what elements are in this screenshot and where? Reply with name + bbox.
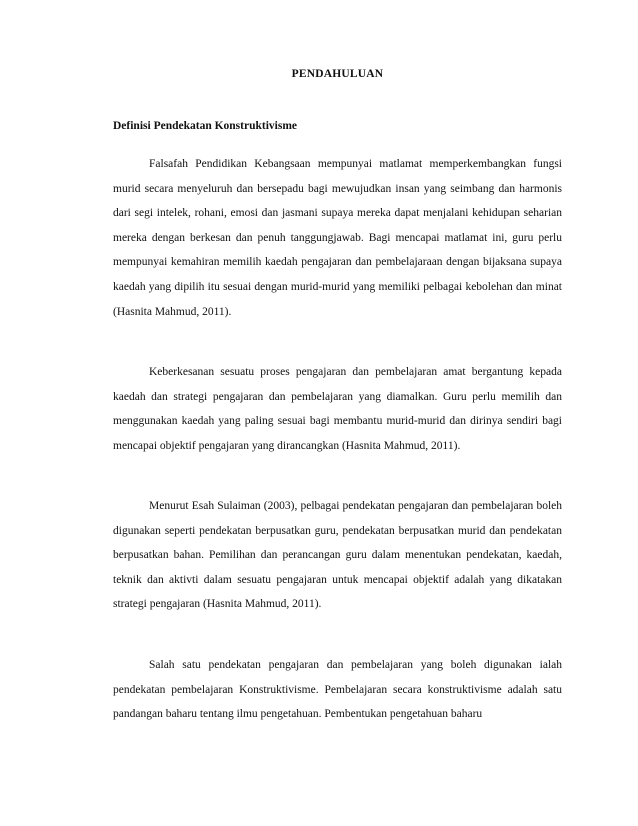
section-heading: Definisi Pendekatan Konstruktivisme bbox=[113, 120, 298, 132]
paragraph-3: Menurut Esah Sulaiman (2003), pelbagai pendekatan pengajaran dan pembelajaran boleh digunakan seperti pendekatan berpusatkan guru, pendekatan berpusatkan murid dan pendekatan berpusatkan bahan. Pemilihan dan perancangan guru dalam menentukan pendekatan, kaedah, teknik dan aktivti dalam sesuatu pengajaran untuk mencapai objektif adalah yang dikatakan strategi pengajaran (Hasnita Mahmud, 2011). bbox=[113, 500, 562, 611]
paragraph-1: Falsafah Pendidikan Kebangsaan mempunyai matlamat memperkembangkan fungsi murid secara menyeluruh dan bersepadu bagi mewujudkan insan yang seimbang dan harmonis dari segi intelek, rohani, emosi dan jasmani supaya mereka dapat menjalani kehidupan seharian mereka dengan berkesan dan penuh tanggungjawab. Bagi mencapai matlamat ini, guru perlu mempunyai kemahiran memilih kaedah pengajaran dan pembelajaraan dengan bijaksana supaya kaedah yang dipilih itu sesuai dengan murid-murid yang memiliki pelbagai kebolehan dan minat (Hasnita Mahmud, 2011). bbox=[113, 158, 562, 318]
page-title: PENDAHULUAN bbox=[291, 68, 384, 80]
paragraph-4: Salah satu pendekatan pengajaran dan pembelajaran yang boleh digunakan ialah pendekatan pembelajaran Konstruktivisme. Pembelajaran secara konstruktivisme adalah satu pandangan baharu tentang ilmu pengetahuan. Pembentukan pengetahuan baharu bbox=[113, 659, 562, 721]
paragraph-2: Keberkesanan sesuatu proses pengajaran dan pembelajaran amat bergantung kepada kaedah dan strategi pengajaran dan pembelajaran yang diamalkan. Guru perlu memilih dan menggunakan kaedah yang paling sesuai bagi membantu murid-murid dan dirinya sendiri bagi mencapai objektif pengajaran yang dirancangkan (Hasnita Mahmud, 2011). bbox=[113, 366, 562, 452]
